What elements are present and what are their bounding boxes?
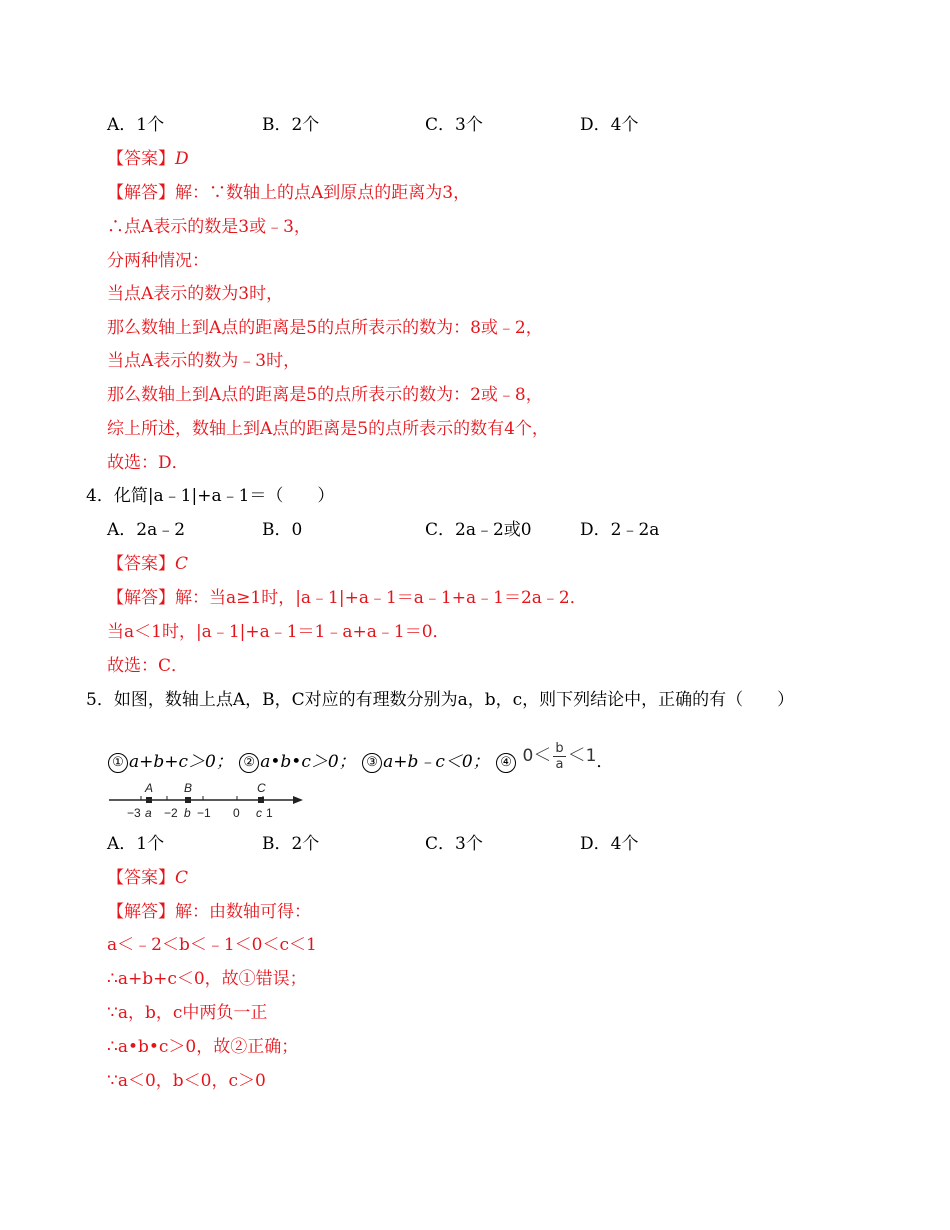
formula-one: 1 — [585, 746, 597, 766]
point-c-dot — [258, 797, 264, 803]
tick-label: c — [256, 806, 262, 820]
tick-label: a — [145, 806, 152, 820]
statement-4-formula — [523, 736, 597, 776]
q3-solution-line: ∴点A表示的数是3或﹣3， — [107, 217, 311, 237]
q4-solution-line: 故选：C． — [107, 656, 189, 676]
statement-number: ② — [239, 753, 259, 773]
tick-label: b — [184, 806, 191, 820]
solution-label: 【解答】 — [107, 183, 175, 203]
q3-solution-line — [107, 182, 470, 204]
statement-1: a+b+c＞0； — [129, 752, 233, 772]
point-label-b: B — [184, 781, 193, 795]
answer-value: C — [175, 868, 189, 888]
q3-answer — [107, 148, 189, 170]
answer-value: C — [175, 554, 189, 574]
tick-label: 0 — [233, 806, 240, 820]
answer-label: 【答案】 — [107, 868, 175, 888]
fraction-numerator: b — [555, 741, 564, 756]
statement-3: a+b﹣c＜0； — [383, 752, 490, 772]
formula-less-than: ＜ — [533, 745, 552, 766]
q5-solution-line: ∴a•b•c＞0，故②正确； — [107, 1037, 299, 1057]
point-b-dot — [185, 797, 191, 803]
q5-solution-line: ∵a＜0，b＜0，c＞0 — [107, 1071, 266, 1091]
statement-4-end: ． — [596, 752, 614, 772]
q5-solution-line: ∴a+b+c＜0，故①错误； — [107, 969, 307, 989]
q5-option-a: A．1个 — [107, 834, 165, 854]
number-line-arrow — [293, 796, 303, 804]
point-a-dot — [146, 797, 152, 803]
q3-option-a: A．1个 — [107, 115, 165, 135]
formula-zero: 0 — [522, 746, 534, 766]
answer-label: 【答案】 — [107, 554, 175, 574]
q5-option-d: D．4个 — [580, 834, 639, 854]
q5-solution-line: a＜﹣2＜b＜﹣1＜0＜c＜1 — [107, 935, 317, 955]
number-line-figure — [107, 778, 307, 824]
q3-solution-line: 当点A表示的数为﹣3时， — [107, 351, 301, 371]
q5-solution-line — [107, 901, 311, 923]
q3-solution-line: 当点A表示的数为3时， — [107, 284, 284, 304]
q4-answer — [107, 553, 188, 575]
q3-solution-line: 那么数轴上到A点的距离是5的点所表示的数为：2或﹣8， — [107, 385, 543, 405]
fraction-denominator: a — [555, 757, 564, 772]
q3-option-b: B．2个 — [262, 115, 320, 135]
q5-stem: 5．如图，数轴上点A，B，C对应的有理数分别为a，b，c，则下列结论中，正确的有（ ） — [86, 690, 795, 710]
q4-stem: 4．化简|a﹣1|+a﹣1＝（ ） — [86, 486, 335, 506]
solution-text: 解：由数轴可得： — [175, 902, 311, 922]
solution-text: 解：∵数轴上的点A到原点的距离为3， — [175, 183, 471, 203]
q5-option-b: B．2个 — [262, 834, 320, 854]
answer-label: 【答案】 — [107, 149, 175, 169]
q5-answer — [107, 867, 188, 889]
q4-option-a: A．2a﹣2 — [107, 520, 186, 540]
q3-solution-line: 故选：D． — [107, 453, 189, 473]
q4-option-d: D．2﹣2a — [580, 520, 660, 540]
solution-text: 解：当a≥1时，|a﹣1|+a﹣1＝a﹣1+a﹣1＝2a﹣2． — [175, 588, 587, 608]
q5-solution-line: ∵a，b，c中两负一正 — [107, 1003, 268, 1023]
q4-option-c: C．2a﹣2或0 — [425, 520, 532, 540]
statement-number: ④ — [496, 753, 516, 773]
solution-label: 【解答】 — [107, 902, 175, 922]
q3-solution-line: 分两种情况： — [107, 251, 209, 271]
solution-label: 【解答】 — [107, 588, 175, 608]
tick-label: 1 — [266, 806, 273, 820]
statement-number: ① — [108, 753, 128, 773]
statement-number: ③ — [362, 753, 382, 773]
point-label-c: C — [257, 781, 266, 795]
q4-option-b: B．0 — [262, 520, 303, 540]
q4-solution-line — [107, 587, 587, 609]
formula-less-than: ＜ — [567, 745, 586, 766]
q5-option-c: C．3个 — [425, 834, 483, 854]
q3-option-c: C．3个 — [425, 115, 483, 135]
answer-value: D — [175, 149, 189, 169]
q4-solution-line: 当a＜1时，|a﹣1|+a﹣1＝1﹣a+a﹣1＝0． — [107, 622, 450, 642]
tick-label: −3 — [127, 806, 141, 820]
q3-solution-line: 那么数轴上到A点的距离是5的点所表示的数为：8或﹣2， — [107, 318, 543, 338]
tick-label: −1 — [197, 806, 211, 820]
statement-2: a•b•c＞0； — [260, 752, 356, 772]
q3-option-d: D．4个 — [580, 115, 639, 135]
q5-statements — [107, 736, 613, 776]
point-label-a: A — [145, 781, 154, 795]
formula-fraction — [553, 741, 565, 772]
tick-label: −2 — [164, 806, 178, 820]
q3-solution-line: 综上所述，数轴上到A点的距离是5的点所表示的数有4个， — [107, 419, 549, 439]
